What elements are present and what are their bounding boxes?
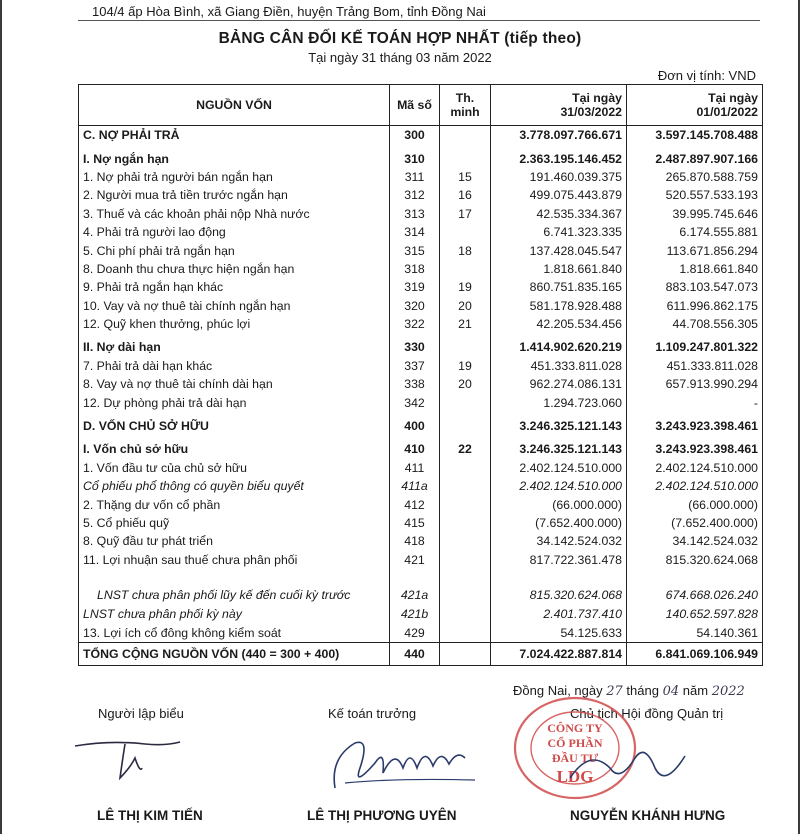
- accountant-role: Kế toán trưởng: [328, 706, 417, 721]
- row-name: I. Nợ ngắn hạn: [79, 149, 390, 167]
- row-note: [440, 338, 491, 356]
- row-end-amount: 962.274.086.131: [491, 375, 627, 393]
- chairman-signature-icon: [560, 738, 700, 798]
- preparer-name: LÊ THỊ KIM TIẾN: [97, 808, 203, 823]
- row-name: 8. Quỹ đầu tư phát triển: [79, 532, 390, 550]
- row-end-amount: 191.460.039.375: [491, 168, 627, 186]
- table-row: [79, 357, 763, 375]
- accountant-name: LÊ THỊ PHƯƠNG UYÊN: [307, 808, 457, 823]
- row-begin-amount: 6.841.069.106.949: [627, 642, 763, 665]
- table-row: [79, 375, 763, 393]
- row-begin-amount: (66.000.000): [627, 495, 763, 513]
- table-row: [79, 417, 763, 435]
- row-code: 312: [390, 186, 440, 204]
- row-begin-amount: 3.243.923.398.461: [627, 440, 763, 458]
- row-code: 421a: [390, 569, 440, 605]
- row-name: 2. Người mua trả tiền trước ngắn hạn: [79, 186, 390, 204]
- row-end-amount: 42.535.334.367: [491, 205, 627, 223]
- row-code: 300: [390, 126, 440, 145]
- row-name: 1. Vốn đầu tư của chủ sở hữu: [79, 459, 390, 477]
- row-name: Cổ phiếu phổ thông có quyền biểu quyết: [79, 477, 390, 495]
- col-header-note: [440, 85, 491, 126]
- row-code: 313: [390, 205, 440, 223]
- row-code: 322: [390, 315, 440, 333]
- signing-place-prefix: Đồng Nai, ngày: [513, 683, 603, 698]
- row-end-amount: 42.205.534.456: [491, 315, 627, 333]
- row-end-amount: 451.333.811.028: [491, 357, 627, 375]
- table-row: [79, 569, 763, 605]
- row-name: TỔNG CỘNG NGUỒN VỐN (440 = 300 + 400): [79, 642, 390, 665]
- accountant-signature-icon: [325, 728, 485, 798]
- row-end-amount: 1.414.902.620.219: [491, 338, 627, 356]
- header-rule: [78, 20, 760, 21]
- row-note: [440, 459, 491, 477]
- row-note: 20: [440, 297, 491, 315]
- row-code: 319: [390, 278, 440, 296]
- row-note: [440, 642, 491, 665]
- row-end-amount: 817.722.361.478: [491, 551, 627, 569]
- row-end-amount: 34.142.524.032: [491, 532, 627, 550]
- row-end-amount: 7.024.422.887.814: [491, 642, 627, 665]
- row-note: [440, 477, 491, 495]
- row-end-amount: 860.751.835.165: [491, 278, 627, 296]
- row-end-amount: 1.818.661.840: [491, 260, 627, 278]
- row-name: C. NỢ PHẢI TRẢ: [79, 126, 390, 145]
- table-row: [79, 440, 763, 458]
- row-code: 440: [390, 642, 440, 665]
- row-end-amount: 1.294.723.060: [491, 393, 627, 411]
- row-note: [440, 393, 491, 411]
- col-header-code: Mã số: [390, 85, 440, 126]
- row-begin-amount: 451.333.811.028: [627, 357, 763, 375]
- row-begin-amount: 674.668.026.240: [627, 569, 763, 605]
- currency-unit: Đơn vị tính: VND: [657, 68, 756, 83]
- col-header-note-line1: Th.: [455, 91, 475, 105]
- preparer-role: Người lập biểu: [98, 706, 184, 721]
- table-row: [79, 623, 763, 642]
- row-name: 1. Nợ phải trả người bán ngắn hạn: [79, 168, 390, 186]
- row-begin-amount: 2.402.124.510.000: [627, 477, 763, 495]
- row-code: 314: [390, 223, 440, 241]
- row-end-amount: 6.741.323.335: [491, 223, 627, 241]
- signing-month-word: tháng: [626, 683, 659, 698]
- row-name: 10. Vay và nợ thuê tài chính ngắn hạn: [79, 297, 390, 315]
- row-code: 418: [390, 532, 440, 550]
- row-note: 22: [440, 440, 491, 458]
- svg-text:LDG: LDG: [556, 767, 594, 786]
- table-row: [79, 477, 763, 495]
- row-note: [440, 532, 491, 550]
- table-row: [79, 605, 763, 623]
- row-note: [440, 569, 491, 605]
- row-end-amount: 815.320.624.068: [491, 569, 627, 605]
- row-begin-amount: 883.103.547.073: [627, 278, 763, 296]
- svg-text:CÔNG TY: CÔNG TY: [547, 721, 603, 735]
- row-code: 337: [390, 357, 440, 375]
- row-begin-amount: 611.996.862.175: [627, 297, 763, 315]
- row-begin-amount: 6.174.555.881: [627, 223, 763, 241]
- table-body: [79, 126, 763, 666]
- table-row: [79, 241, 763, 259]
- row-begin-amount: 1.109.247.801.322: [627, 338, 763, 356]
- preparer-signature-icon: [70, 728, 190, 788]
- table-row: [79, 514, 763, 532]
- row-end-amount: 3.246.325.121.143: [491, 417, 627, 435]
- row-begin-amount: 520.557.533.193: [627, 186, 763, 204]
- row-note: [440, 260, 491, 278]
- table-row: [79, 551, 763, 569]
- col-header-name: NGUỒN VỐN: [79, 85, 390, 126]
- row-note: [440, 495, 491, 513]
- table-row: [79, 297, 763, 315]
- signing-day: 27: [606, 684, 623, 699]
- row-begin-amount: 1.818.661.840: [627, 260, 763, 278]
- row-name: 9. Phải trả ngắn hạn khác: [79, 278, 390, 296]
- row-name: 12. Quỹ khen thưởng, phúc lợi: [79, 315, 390, 333]
- row-code: 429: [390, 623, 440, 642]
- row-end-amount: 499.075.443.879: [491, 186, 627, 204]
- row-name: D. VỐN CHỦ SỞ HỮU: [79, 417, 390, 435]
- balance-sheet-table: [78, 84, 763, 666]
- table-row: [79, 186, 763, 204]
- table-row: [79, 205, 763, 223]
- row-code: 412: [390, 495, 440, 513]
- row-begin-amount: 39.995.745.646: [627, 205, 763, 223]
- row-name: LNST chưa phân phối kỳ này: [79, 605, 390, 623]
- row-code: 320: [390, 297, 440, 315]
- row-code: 315: [390, 241, 440, 259]
- row-name: LNST chưa phân phối lũy kế đến cuối kỳ trước: [79, 569, 390, 605]
- table-row: [79, 459, 763, 477]
- row-code: 415: [390, 514, 440, 532]
- row-begin-amount: 3.243.923.398.461: [627, 417, 763, 435]
- row-begin-amount: 34.142.524.032: [627, 532, 763, 550]
- table-row: [79, 338, 763, 356]
- row-note: [440, 126, 491, 145]
- row-code: 318: [390, 260, 440, 278]
- chairman-name: NGUYỄN KHÁNH HƯNG: [570, 808, 726, 823]
- row-note: 21: [440, 315, 491, 333]
- table-header-row: [79, 85, 763, 126]
- col-header-end-line1: Tại ngày: [572, 91, 622, 105]
- chairman-role: Chủ tịch Hội đồng Quản trị: [570, 706, 724, 721]
- row-name: I. Vốn chủ sở hữu: [79, 440, 390, 458]
- table-row: [79, 532, 763, 550]
- row-name: 7. Phải trả dài hạn khác: [79, 357, 390, 375]
- row-begin-amount: 44.708.556.305: [627, 315, 763, 333]
- row-begin-amount: 3.597.145.708.488: [627, 126, 763, 145]
- table-row: [79, 149, 763, 167]
- col-header-end: [491, 85, 627, 126]
- row-end-amount: 581.178.928.488: [491, 297, 627, 315]
- col-header-begin-line1: Tại ngày: [708, 91, 758, 105]
- row-name: 5. Chi phí phải trả ngắn hạn: [79, 241, 390, 259]
- row-code: 421b: [390, 605, 440, 623]
- row-name: 2. Thặng dư vốn cổ phần: [79, 495, 390, 513]
- svg-text:CỔ PHẦN: CỔ PHẦN: [547, 736, 603, 750]
- row-name: 12. Dự phòng phải trả dài hạn: [79, 393, 390, 411]
- row-begin-amount: 815.320.624.068: [627, 551, 763, 569]
- row-code: 330: [390, 338, 440, 356]
- row-note: [440, 551, 491, 569]
- col-header-begin-line2: 01/01/2022: [696, 105, 758, 119]
- row-begin-amount: 2.487.897.907.166: [627, 149, 763, 167]
- row-code: 310: [390, 149, 440, 167]
- row-note: 20: [440, 375, 491, 393]
- row-name: II. Nợ dài hạn: [79, 338, 390, 356]
- report-date: Tại ngày 31 tháng 03 năm 2022: [308, 50, 492, 65]
- company-address: 104/4 ấp Hòa Bình, xã Giang Điền, huyện Trảng Bom, tỉnh Đồng Nai: [92, 4, 486, 19]
- row-end-amount: 3.246.325.121.143: [491, 440, 627, 458]
- row-note: [440, 417, 491, 435]
- row-end-amount: 137.428.045.547: [491, 241, 627, 259]
- table-row: [79, 168, 763, 186]
- table-row: [79, 315, 763, 333]
- row-begin-amount: (7.652.400.000): [627, 514, 763, 532]
- row-code: 400: [390, 417, 440, 435]
- row-code: 311: [390, 168, 440, 186]
- table-row: [79, 260, 763, 278]
- row-begin-amount: 2.402.124.510.000: [627, 459, 763, 477]
- col-header-begin: [627, 85, 763, 126]
- row-note: 19: [440, 278, 491, 296]
- row-note: 17: [440, 205, 491, 223]
- svg-text:ĐẦU TƯ: ĐẦU TƯ: [551, 751, 599, 765]
- row-note: 18: [440, 241, 491, 259]
- row-note: [440, 514, 491, 532]
- row-begin-amount: 54.140.361: [627, 623, 763, 642]
- row-note: [440, 605, 491, 623]
- row-end-amount: 2.402.124.510.000: [491, 477, 627, 495]
- row-end-amount: 2.402.124.510.000: [491, 459, 627, 477]
- col-header-note-line2: minh: [450, 105, 480, 119]
- row-code: 411a: [390, 477, 440, 495]
- table-row: [79, 223, 763, 241]
- row-begin-amount: -: [627, 393, 763, 411]
- row-name: 4. Phải trả người lao động: [79, 223, 390, 241]
- col-header-end-line2: 31/03/2022: [560, 105, 622, 119]
- row-end-amount: (66.000.000): [491, 495, 627, 513]
- row-name: 3. Thuế và các khoản phải nộp Nhà nước: [79, 205, 390, 223]
- signing-month: 04: [662, 684, 680, 699]
- row-note: 15: [440, 168, 491, 186]
- row-note: [440, 623, 491, 642]
- row-end-amount: (7.652.400.000): [491, 514, 627, 532]
- row-note: 19: [440, 357, 491, 375]
- row-code: 342: [390, 393, 440, 411]
- total-row: [79, 642, 763, 665]
- table-row: [79, 495, 763, 513]
- table-row: [79, 126, 763, 145]
- row-begin-amount: 140.652.597.828: [627, 605, 763, 623]
- row-code: 421: [390, 551, 440, 569]
- table-row: [79, 393, 763, 411]
- page-title: BẢNG CÂN ĐỐI KẾ TOÁN HỢP NHẤT (tiếp theo): [218, 30, 582, 47]
- row-end-amount: 2.363.195.146.452: [491, 149, 627, 167]
- row-begin-amount: 657.913.990.294: [627, 375, 763, 393]
- row-name: 13. Lợi ích cổ đông không kiểm soát: [79, 623, 390, 642]
- row-end-amount: 3.778.097.766.671: [491, 126, 627, 145]
- row-name: 5. Cổ phiếu quỹ: [79, 514, 390, 532]
- row-note: [440, 223, 491, 241]
- row-note: 16: [440, 186, 491, 204]
- row-name: 11. Lợi nhuận sau thuế chưa phân phối: [79, 551, 390, 569]
- table-row: [79, 278, 763, 296]
- signing-year-word: năm: [682, 683, 709, 698]
- left-border: [0, 0, 2, 834]
- row-begin-amount: 265.870.588.759: [627, 168, 763, 186]
- signing-year: 2022: [711, 684, 745, 699]
- row-end-amount: 54.125.633: [491, 623, 627, 642]
- row-note: [440, 149, 491, 167]
- row-code: 410: [390, 440, 440, 458]
- row-begin-amount: 113.671.856.294: [627, 241, 763, 259]
- row-name: 8. Vay và nợ thuê tài chính dài hạn: [79, 375, 390, 393]
- row-code: 411: [390, 459, 440, 477]
- row-end-amount: 2.401.737.410: [491, 605, 627, 623]
- row-code: 338: [390, 375, 440, 393]
- row-name: 8. Doanh thu chưa thực hiện ngắn hạn: [79, 260, 390, 278]
